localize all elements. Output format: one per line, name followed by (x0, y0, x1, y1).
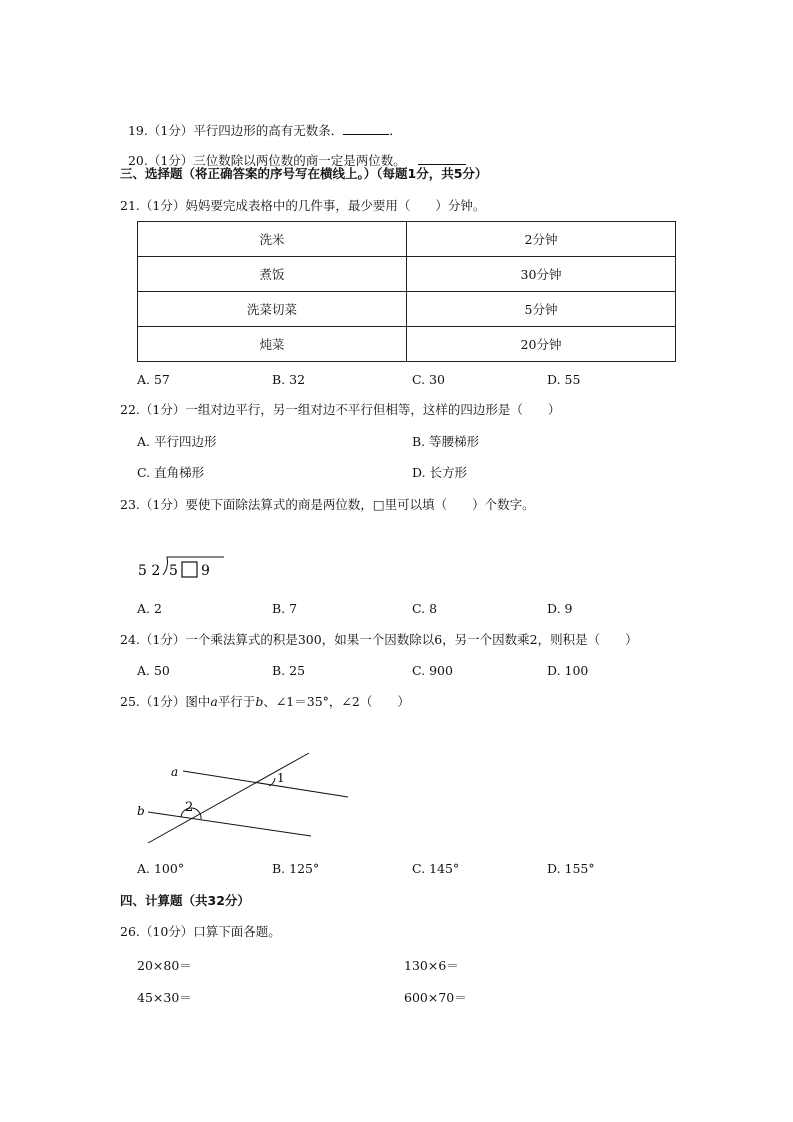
q24-option-b[interactable]: B. 25 (272, 663, 306, 678)
question-26-text: 26.（10分）口算下面各题。 (120, 924, 281, 939)
q25-option-d[interactable]: D. 155° (547, 861, 595, 876)
table-cell-task: 洗米 (138, 222, 407, 257)
question-24-text: 24.（1分）一个乘法算式的积是300，如果一个因数除以6，另一个因数乘2，则积是（ ） (120, 632, 638, 647)
q25-option-b[interactable]: B. 125° (272, 861, 320, 876)
question-21-text: 21.（1分）妈妈要完成表格中的几件事，最少要用（ ）分钟。 (120, 198, 486, 213)
q22-option-d[interactable]: D. 长方形 (412, 465, 468, 480)
q23-option-b[interactable]: B. 7 (272, 601, 298, 616)
q24-option-c[interactable]: C. 900 (412, 663, 453, 678)
q22-option-c[interactable]: C. 直角梯形 (137, 465, 205, 480)
table-cell-task: 炖菜 (138, 327, 407, 362)
q21-option-b[interactable]: B. 32 (272, 372, 306, 387)
label-a: a (171, 765, 179, 779)
q25-option-a[interactable]: A. 100° (137, 861, 185, 876)
calc-item: 20×80＝ (137, 958, 192, 973)
table-cell-task: 洗菜切菜 (138, 292, 407, 327)
dividend-left-digit: 5 (169, 563, 178, 579)
q24-option-a[interactable]: A. 50 (137, 663, 170, 678)
q25-text-before: 25.（1分）图中 (120, 694, 211, 709)
q25-var-a: a (210, 694, 218, 709)
q21-option-d[interactable]: D. 55 (547, 372, 581, 387)
section-3-title: 三、选择题（将正确答案的序号写在横线上。）（每题1分，共5分） (120, 166, 488, 181)
question-22-text: 22.（1分）一组对边平行，另一组对边不平行但相等，这样的四边形是（ ） (120, 402, 561, 417)
question-19-text: 19.（1分）平行四边形的高有无数条． (127, 123, 344, 138)
angle-2-label: 2 (185, 800, 194, 815)
question-20-text: 20.（1分）三位数除以两位数的商一定是两位数。 (127, 153, 406, 168)
q21-option-c[interactable]: C. 30 (412, 372, 445, 387)
q22-option-a[interactable]: A. 平行四边形 (137, 434, 217, 449)
table-cell-task: 煮饭 (138, 257, 407, 292)
table-cell-time: 20分钟 (407, 327, 676, 362)
line-b (148, 812, 311, 836)
q23-option-d[interactable]: D. 9 (547, 601, 573, 616)
table-cell-time: 30分钟 (407, 257, 676, 292)
q24-option-d[interactable]: D. 100 (547, 663, 589, 678)
dividend-right-digit: 9 (201, 563, 210, 579)
question-23-text: 23.（1分）要使下面除法算式的商是两位数，□里可以填（ ）个数字。 (120, 497, 535, 512)
q25-var-b: b (255, 694, 264, 709)
q23-option-c[interactable]: C. 8 (412, 601, 438, 616)
q23-option-a[interactable]: A. 2 (137, 601, 162, 616)
q25-option-c[interactable]: C. 145° (412, 861, 460, 876)
calc-item: 45×30＝ (137, 990, 192, 1005)
table-cell-time: 2分钟 (407, 222, 676, 257)
angle-1-label: 1 (277, 771, 285, 785)
q25-text-mid: 平行于 (217, 694, 256, 709)
q21-option-a[interactable]: A. 57 (137, 372, 170, 387)
question-19-tail: ． (389, 123, 402, 138)
calc-item: 130×6＝ (404, 958, 459, 973)
q25-text-after: 、∠1＝35°，∠2（ ） (263, 694, 410, 709)
section-4-title: 四、计算题（共32分） (120, 893, 250, 908)
q22-option-b[interactable]: B. 等腰梯形 (412, 434, 480, 449)
calc-item: 600×70＝ (404, 990, 467, 1005)
line-a (183, 771, 348, 797)
divisor-text: 5 2 (138, 563, 161, 579)
label-b: b (137, 804, 145, 818)
table-cell-time: 5分钟 (407, 292, 676, 327)
